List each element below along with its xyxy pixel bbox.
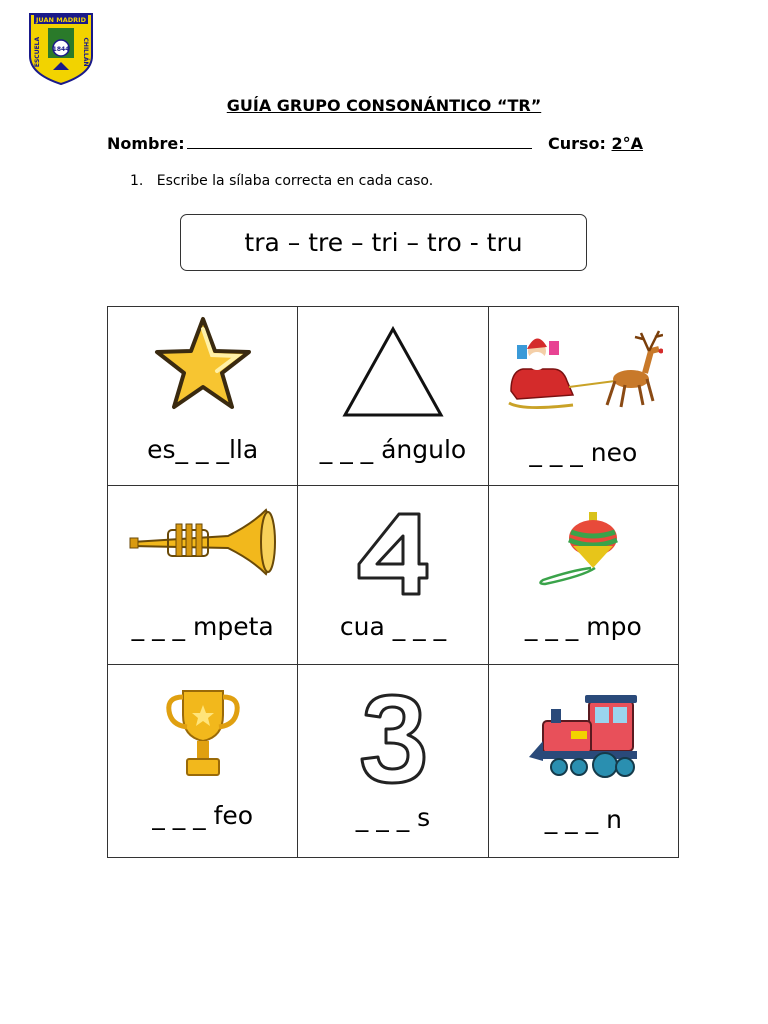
cell-word: _ _ _ mpo xyxy=(524,612,642,641)
name-blank-line[interactable] xyxy=(187,134,532,149)
exercise-cell xyxy=(108,307,298,486)
name-field xyxy=(107,134,532,153)
exercise-cell xyxy=(108,665,298,858)
name-label: Nombre: xyxy=(107,134,185,153)
course-label: Curso: xyxy=(548,134,606,153)
cell-word: es_ _ _lla xyxy=(147,435,259,464)
number-four-icon xyxy=(298,510,487,598)
trophy-icon xyxy=(108,685,297,781)
cell-word: cua _ _ _ xyxy=(339,612,447,641)
page-title: GUÍA GRUPO CONSONÁNTICO “TR” xyxy=(226,96,542,115)
course-value: 2°A xyxy=(611,134,644,153)
exercise-cell xyxy=(488,665,678,858)
star-icon xyxy=(108,315,297,413)
exercise-cell xyxy=(298,665,488,858)
exercise-cell xyxy=(298,307,488,486)
svg-text:1844: 1844 xyxy=(52,46,70,53)
instruction-text: Escribe la sílaba correcta en cada caso. xyxy=(156,173,434,189)
spinning-top-icon xyxy=(489,510,678,590)
course-field xyxy=(548,134,643,153)
cell-word: _ _ _ n xyxy=(544,805,622,834)
svg-text:JUAN MADRID: JUAN MADRID xyxy=(36,16,86,24)
cell-word: _ _ _ feo xyxy=(152,801,254,830)
cell-word: _ _ _ ángulo xyxy=(319,435,467,464)
exercise-cell xyxy=(488,307,678,486)
syllable-options-box: tra – tre – tri – tro - tru xyxy=(180,214,587,271)
exercise-cell xyxy=(108,486,298,665)
exercise-cell xyxy=(488,486,678,665)
sleigh-icon xyxy=(489,321,678,421)
trumpet-icon xyxy=(108,506,297,578)
instruction-number: 1. xyxy=(130,173,144,189)
train-icon xyxy=(489,691,678,785)
svg-text:ESCUELA: ESCUELA xyxy=(34,36,41,68)
school-logo xyxy=(28,12,94,86)
exercise-cell xyxy=(298,486,488,665)
svg-text:CHILLÁN: CHILLÁN xyxy=(82,37,89,67)
instruction xyxy=(130,173,433,189)
exercise-grid xyxy=(107,306,679,858)
number-three-icon xyxy=(298,691,487,787)
triangle-icon xyxy=(298,325,487,419)
cell-word: _ _ _ s xyxy=(355,803,431,832)
cell-word: _ _ _ mpeta xyxy=(131,612,274,641)
cell-word: _ _ _ neo xyxy=(529,438,638,467)
